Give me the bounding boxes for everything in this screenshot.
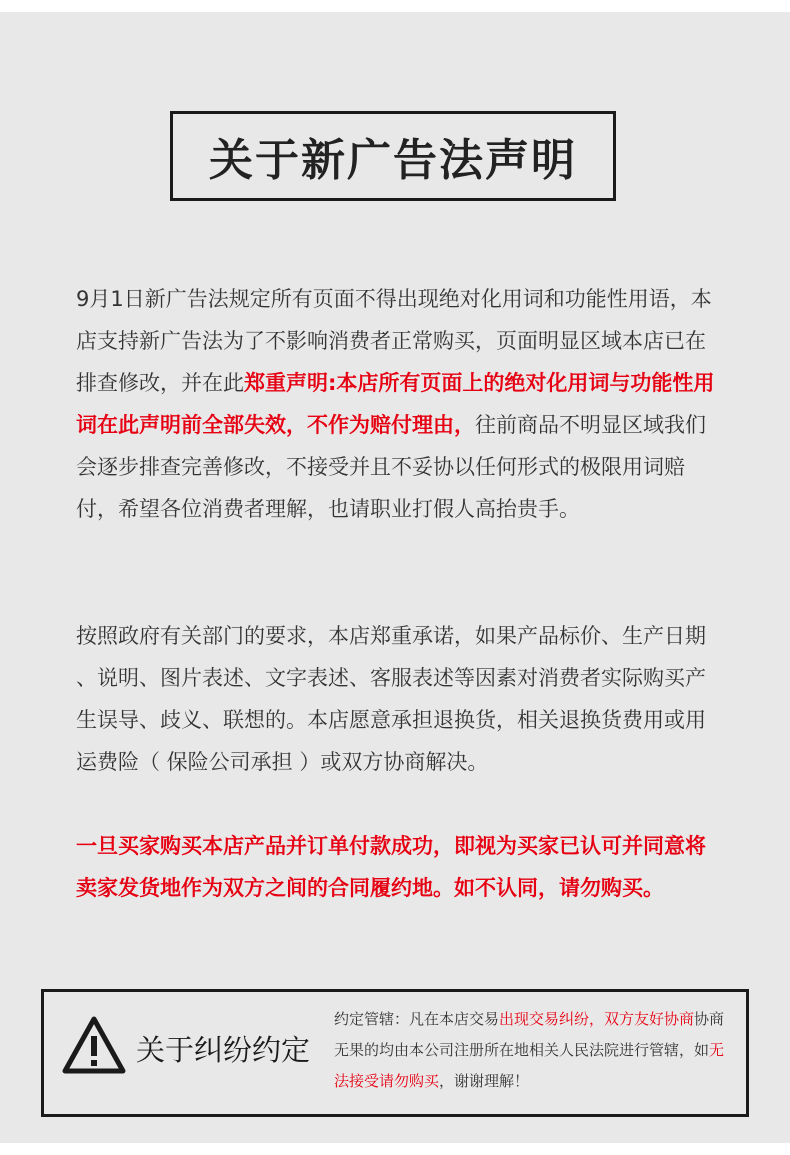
dispute-text-3: 协商无果的均由本公司注册所在地相关人民法院进行管辖，如 xyxy=(334,1010,725,1059)
page xyxy=(0,12,790,1143)
statement-text-highlight: 郑重声明:本店所有页面上的绝对化用词与功能性用词在此声明前全部失效，不作为赔付理由， xyxy=(76,371,715,437)
commitment-paragraph: 按照政府有关部门的要求，本店郑重承诺，如果产品标价、生产日期 、说明、图片表述、文字表述、客服表述等因素对消费者实际购买产生误导、歧义、联想的。本店愿意承担退换货，相关退换货费用或用运费险（ 保险公司承担 ）或双方协商解决。 xyxy=(76,624,706,774)
dispute-box xyxy=(41,989,749,1117)
dispute-text-4: 无法接受请勿购买 xyxy=(334,1041,725,1090)
warning-icon xyxy=(62,1016,126,1074)
dispute-text-1: 约定管辖：凡在本店交易 xyxy=(334,1010,500,1028)
statement-text-intro: 9月1日新广告法规定所有页面不得出现绝对化用词和功能性用语，本店支持新广告法为了不影响消费者正常购买，页面明显区域本店已在排查修改，并在此 xyxy=(76,287,712,395)
page-title: 关于新广告法声明 xyxy=(209,135,577,186)
statement-text-outro: 往前商品不明显区域我们会逐步排查完善修改，不接受并且不妥协以任何形式的极限用词赔付，希望各位消费者理解，也请职业打假人高抬贵手。 xyxy=(76,413,706,521)
statement-paragraph xyxy=(76,278,726,530)
title-box xyxy=(170,111,616,201)
contract-location-paragraph: 一旦买家购买本店产品并订单付款成功，即视为买家已认可并同意将卖家发货地作为双方之间的合同履约地。如不认同，请勿购买。 xyxy=(76,834,706,900)
dispute-text-5: ，谢谢理解！ xyxy=(439,1072,530,1090)
dispute-text xyxy=(334,1004,734,1097)
dispute-title: 关于纠纷约定 xyxy=(136,1033,311,1067)
dispute-text-2: 出现交易纠纷，双方友好协商 xyxy=(499,1010,695,1028)
